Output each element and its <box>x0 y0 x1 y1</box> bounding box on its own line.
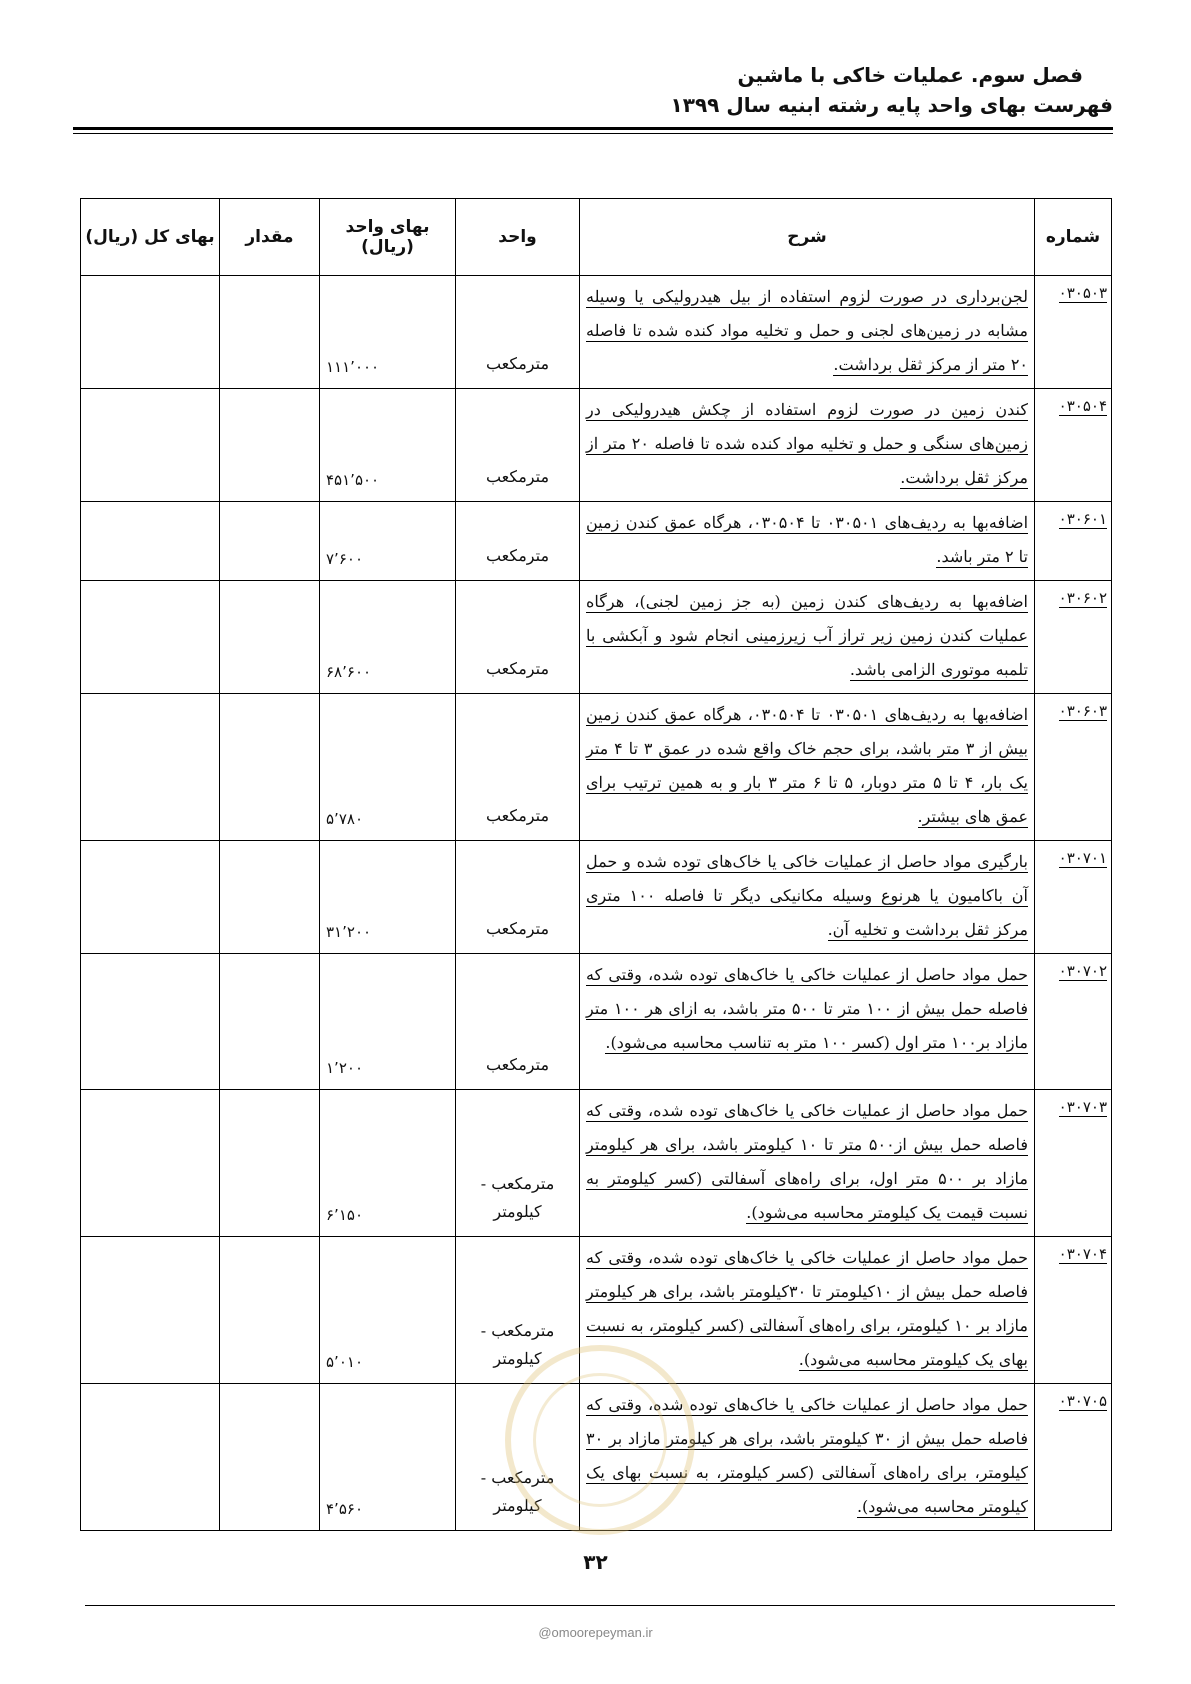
row-quantity <box>220 694 320 841</box>
row-number: ۰۳۰۷۰۵ <box>1058 1392 1107 1410</box>
row-description-cell <box>580 389 1035 502</box>
table-row <box>81 954 1112 1090</box>
row-unit: مترمکعب <box>456 694 580 841</box>
row-number-cell <box>1035 1237 1112 1384</box>
header-description: شرح <box>580 199 1035 276</box>
row-number: ۰۳۰۷۰۲ <box>1058 962 1107 980</box>
page-number: ۳۲ <box>583 1550 608 1574</box>
footer-rule <box>85 1605 1115 1606</box>
row-unit-price: ۱٬۲۰۰ <box>320 954 456 1090</box>
row-unit-price: ۱۱۱٬۰۰۰ <box>320 276 456 389</box>
row-unit-price: ۶۸٬۶۰۰ <box>320 581 456 694</box>
row-unit: مترمکعب <box>456 502 580 581</box>
row-number: ۰۳۰۶۰۲ <box>1058 589 1107 607</box>
price-list-table <box>80 198 1112 1531</box>
row-unit: مترمکعب <box>456 389 580 502</box>
row-description-cell <box>580 1090 1035 1237</box>
row-total-price <box>81 1090 220 1237</box>
row-quantity <box>220 581 320 694</box>
header-rule-thick <box>73 127 1113 130</box>
row-total-price <box>81 694 220 841</box>
row-description-cell <box>580 1237 1035 1384</box>
row-unit-price: ۳۱٬۲۰۰ <box>320 841 456 954</box>
row-unit: مترمکعب <box>456 581 580 694</box>
row-description: حمل مواد حاصل از عملیات خاکی یا خاک‌های توده شده، وقتی که فاصله حمل بیش از۵۰۰ متر تا ۱۰ کیلومتر باشد، برای هر کیلومتر مازاد بر ۵۰۰ متر اول، برای راه‌های آسفالتی (کسر کیلومتر به نسبت قیمت یک کیلومتر محاسبه می‌شود). <box>586 1101 1029 1222</box>
row-unit-price: ۵٬۷۸۰ <box>320 694 456 841</box>
row-description: حمل مواد حاصل از عملیات خاکی یا خاک‌های توده شده، وقتی که فاصله حمل بیش از ۳۰ کیلومتر باشد، برای هر کیلومتر مازاد بر ۳۰ کیلومتر، برای راه‌های آسفالتی (کسر کیلومتر، به نسبت بهای یک کیلومتر محاسبه می‌شود). <box>586 1395 1029 1516</box>
header-unit-price-label: بهای واحد <box>345 217 430 237</box>
row-total-price <box>81 276 220 389</box>
row-number: ۰۳۰۶۰۳ <box>1058 702 1107 720</box>
header-unit-price-currency: (ریال) <box>361 237 414 257</box>
row-number-cell <box>1035 502 1112 581</box>
row-quantity <box>220 841 320 954</box>
row-number-cell <box>1035 954 1112 1090</box>
table-row <box>81 1384 1112 1531</box>
row-description-cell <box>580 581 1035 694</box>
row-unit: مترمکعب <box>456 276 580 389</box>
row-description-cell <box>580 841 1035 954</box>
row-number-cell <box>1035 841 1112 954</box>
row-description-cell <box>580 954 1035 1090</box>
row-unit-price: ۴۵۱٬۵۰۰ <box>320 389 456 502</box>
row-description-cell <box>580 276 1035 389</box>
row-unit: مترمکعب <box>456 841 580 954</box>
row-quantity <box>220 276 320 389</box>
document-title: فهرست بهای واحد پایه رشته ابنیه سال ۱۳۹۹ <box>670 93 1113 117</box>
header-total-price: بهای کل (ریال) <box>81 199 220 276</box>
row-description: لجن‌برداری در صورت لزوم استفاده از بیل هیدرولیکی یا وسیله مشابه در زمین‌های لجنی و حمل و تخلیه مواد کنده شده تا فاصله ۲۰ متر از مرکز ثقل برداشت. <box>586 287 1028 374</box>
site-watermark: @omoorepeyman.ir <box>538 1625 653 1640</box>
row-description: اضافه‌بها به ردیف‌های ۰۳۰۵۰۱ تا ۰۳۰۵۰۴، هرگاه عمق کندن زمین بیش از ۳ متر باشد، برای حجم خاک واقع شده در عمق ۳ تا ۴ متر یک بار، ۴ تا ۵ متر دوبار، ۵ تا ۶ متر ۳ بار و به همین ترتیب برای عمق های بیشتر. <box>586 705 1029 826</box>
row-unit: مترمکعب - کیلومتر <box>456 1090 580 1237</box>
row-total-price <box>81 954 220 1090</box>
chapter-title: فصل سوم. عملیات خاکی با ماشین <box>737 63 1083 87</box>
row-number-cell <box>1035 694 1112 841</box>
row-number: ۰۳۰۷۰۴ <box>1058 1245 1107 1263</box>
row-unit-price: ۶٬۱۵۰ <box>320 1090 456 1237</box>
row-number: ۰۳۰۶۰۱ <box>1058 510 1107 528</box>
row-description-cell <box>580 694 1035 841</box>
header-number: شماره <box>1035 199 1112 276</box>
table-row <box>81 841 1112 954</box>
row-number-cell <box>1035 581 1112 694</box>
row-number-cell <box>1035 1384 1112 1531</box>
row-quantity <box>220 954 320 1090</box>
row-description: حمل مواد حاصل از عملیات خاکی یا خاک‌های توده شده، وقتی که فاصله حمل بیش از ۱۰کیلومتر تا ۳۰کیلومتر باشد، برای هر کیلومتر مازاد بر ۱۰ کیلومتر، برای راه‌های آسفالتی (کسر کیلومتر، به نسبت بهای یک کیلومتر محاسبه می‌شود). <box>586 1248 1029 1369</box>
row-description-cell <box>580 502 1035 581</box>
table-row <box>81 389 1112 502</box>
row-number: ۰۳۰۵۰۳ <box>1058 284 1107 302</box>
row-description: بارگیری مواد حاصل از عملیات خاکی یا خاک‌های توده شده و حمل آن باکامیون یا هرنوع وسیله مکانیکی دیگر تا فاصله ۱۰۰ متری مرکز ثقل برداشت و تخلیه آن. <box>586 852 1028 939</box>
page-header <box>73 60 1113 120</box>
row-number-cell <box>1035 389 1112 502</box>
row-unit: مترمکعب - کیلومتر <box>456 1384 580 1531</box>
header-quantity: مقدار <box>220 199 320 276</box>
row-unit-price: ۷٬۶۰۰ <box>320 502 456 581</box>
row-total-price <box>81 502 220 581</box>
row-quantity <box>220 1237 320 1384</box>
table-row <box>81 694 1112 841</box>
row-number: ۰۳۰۷۰۱ <box>1058 849 1107 867</box>
header-unit: واحد <box>456 199 580 276</box>
row-number: ۰۳۰۷۰۳ <box>1058 1098 1107 1116</box>
table-row <box>81 1237 1112 1384</box>
row-description: اضافه‌بها به ردیف‌های کندن زمین (به جز زمین لجنی)، هرگاه عملیات کندن زمین زیر تراز آب زیرزمینی انجام شود و آبکشی با تلمبه موتوری الزامی باشد. <box>586 592 1028 679</box>
header-unit-price <box>320 199 456 276</box>
row-total-price <box>81 581 220 694</box>
row-number: ۰۳۰۵۰۴ <box>1058 397 1107 415</box>
row-quantity <box>220 1384 320 1531</box>
table-row <box>81 581 1112 694</box>
row-unit-price: ۴٬۵۶۰ <box>320 1384 456 1531</box>
table-row <box>81 276 1112 389</box>
row-quantity <box>220 502 320 581</box>
row-total-price <box>81 1237 220 1384</box>
row-description-cell <box>580 1384 1035 1531</box>
row-description: اضافه‌بها به ردیف‌های ۰۳۰۵۰۱ تا ۰۳۰۵۰۴، هرگاه عمق کندن زمین تا ۲ متر باشد. <box>586 513 1029 566</box>
row-unit: مترمکعب - کیلومتر <box>456 1237 580 1384</box>
row-unit: مترمکعب <box>456 954 580 1090</box>
row-number-cell <box>1035 276 1112 389</box>
table-row <box>81 1090 1112 1237</box>
header-rule-thin <box>73 133 1113 134</box>
table-header-row <box>81 199 1112 276</box>
row-description: حمل مواد حاصل از عملیات خاکی یا خاک‌های توده شده، وقتی که فاصله حمل بیش از ۱۰۰ متر تا ۵۰۰ متر باشد، به ازای هر ۱۰۰ متر مازاد بر۱۰۰ متر اول (کسر ۱۰۰ متر به تناسب محاسبه می‌شود). <box>586 965 1029 1052</box>
row-total-price <box>81 389 220 502</box>
row-quantity <box>220 1090 320 1237</box>
row-number-cell <box>1035 1090 1112 1237</box>
row-total-price <box>81 1384 220 1531</box>
row-unit-price: ۵٬۰۱۰ <box>320 1237 456 1384</box>
row-total-price <box>81 841 220 954</box>
row-description: کندن زمین در صورت لزوم استفاده از چکش هیدرولیکی در زمین‌های سنگی و حمل و تخلیه مواد کنده شده تا فاصله ۲۰ متر از مرکز ثقل برداشت. <box>586 400 1028 487</box>
row-quantity <box>220 389 320 502</box>
table-row <box>81 502 1112 581</box>
